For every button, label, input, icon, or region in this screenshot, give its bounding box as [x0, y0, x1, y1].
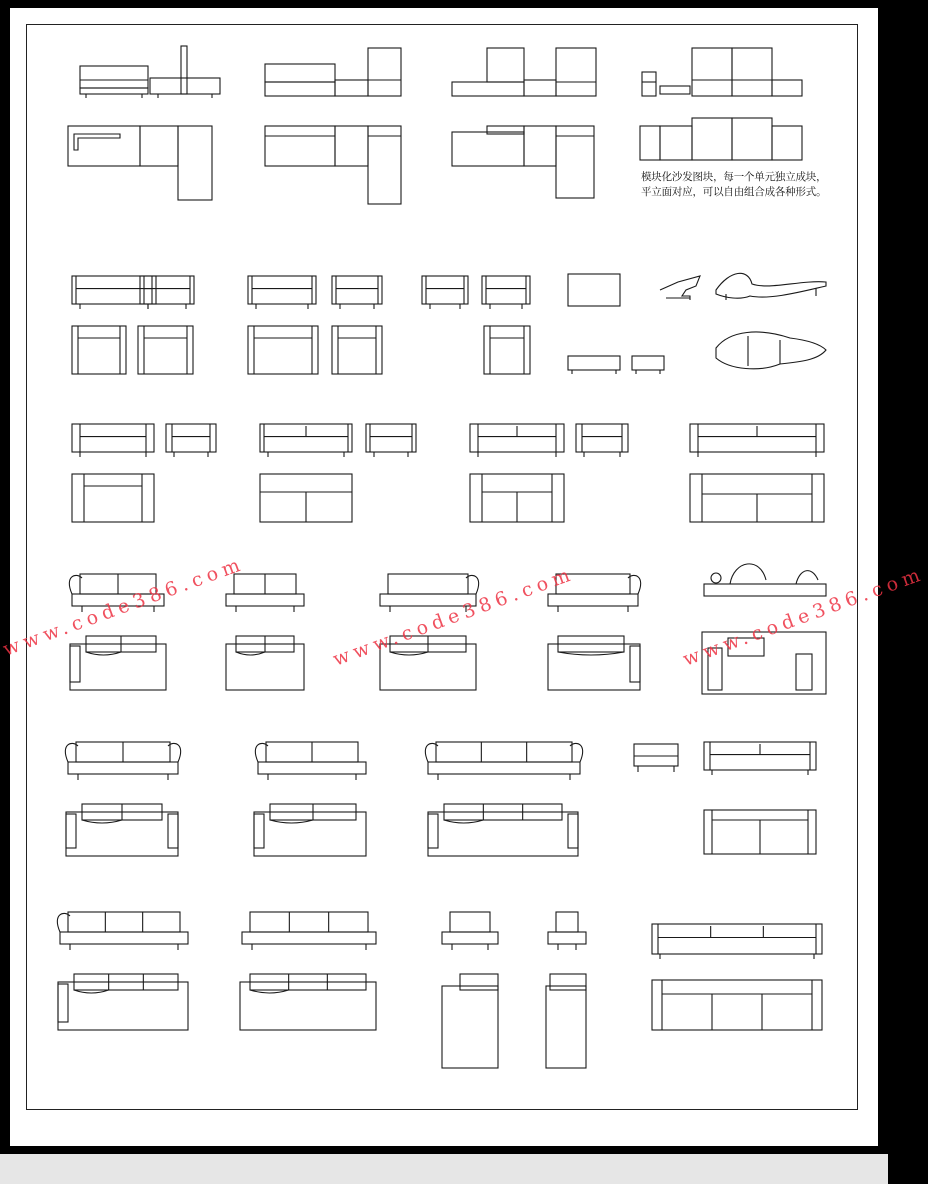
row2-lounge-chair	[660, 276, 700, 300]
row5-sofa-plan	[704, 810, 816, 854]
row1-plan-4	[640, 118, 802, 160]
row6-elev-1	[57, 912, 188, 950]
row5-plan-2	[254, 804, 366, 856]
row1-plan-3	[452, 126, 594, 198]
watermark-right: www.code386.com	[680, 562, 928, 671]
row2-elev-4	[332, 276, 382, 309]
row2-stool-1	[568, 356, 620, 374]
row5-sofa-elev	[704, 742, 816, 775]
row3-elev-1	[72, 424, 154, 457]
row3-elev-4	[366, 424, 416, 457]
row2-plan-1	[72, 326, 126, 374]
row4-set-elev	[704, 564, 826, 596]
row2-plan-3	[248, 326, 318, 374]
row6-plan-2	[240, 974, 376, 1030]
row2-sculpt-sofa-plan	[716, 332, 826, 369]
row6-plan-1	[58, 974, 188, 1030]
row6-plan-3	[442, 974, 498, 1068]
caption-line-1: 模块化沙发图块，每一个单元独立成块，	[641, 171, 827, 183]
row1-elev-4	[642, 48, 802, 96]
row4-plan-4	[548, 636, 640, 690]
row3-elev-6	[576, 424, 628, 457]
row3-plan-2	[260, 474, 352, 522]
row2-sculpt-sofa-elev	[716, 273, 826, 300]
row3-elev-5	[470, 424, 564, 457]
row1-elev-1	[80, 46, 220, 98]
row5-plan-1	[66, 804, 178, 856]
row3-elev-2	[166, 424, 216, 457]
row3-plan-1	[72, 474, 154, 522]
row6-elev-2	[242, 912, 376, 950]
row4-plan-1	[70, 636, 166, 690]
row5-plan-3	[428, 804, 578, 856]
row4-elev-2	[226, 574, 304, 612]
row6-plan-5	[652, 980, 822, 1030]
watermark-left: www.code386.com	[0, 552, 248, 661]
row1-elev-3	[452, 48, 596, 96]
row2-elev-3	[248, 276, 316, 309]
row1-plan-1	[68, 126, 212, 200]
row5-chair-elev	[634, 744, 678, 772]
row6-plan-4	[546, 974, 586, 1068]
row3-elev-3	[260, 424, 352, 457]
row3-plan-3	[470, 474, 564, 522]
row6-elev-5	[652, 924, 822, 959]
row3-elev-7	[690, 424, 824, 457]
caption-text	[641, 170, 851, 200]
row6-elev-3	[442, 912, 498, 950]
row2-plan-4	[332, 326, 382, 374]
row5-elev-1	[65, 742, 180, 780]
row1-plan-2	[265, 126, 401, 204]
row5-elev-3	[425, 742, 582, 780]
watermark-center: www.code386.com	[330, 562, 578, 671]
row2-stool-2	[632, 356, 664, 374]
row2-elev-2	[140, 276, 194, 309]
row2-plan-5	[484, 326, 530, 374]
row6-elev-4	[548, 912, 586, 950]
row3-plan-4	[690, 474, 824, 522]
row2-elev-6	[482, 276, 530, 309]
row2-ottoman	[568, 274, 620, 306]
row2-elev-5	[422, 276, 468, 309]
row4-plan-2	[226, 636, 304, 690]
row1-elev-2	[265, 48, 401, 96]
caption-line-2: 平立面对应，可以自由组合成各种形式。	[641, 186, 827, 198]
row2-plan-2	[138, 326, 193, 374]
row5-elev-2	[255, 742, 366, 780]
